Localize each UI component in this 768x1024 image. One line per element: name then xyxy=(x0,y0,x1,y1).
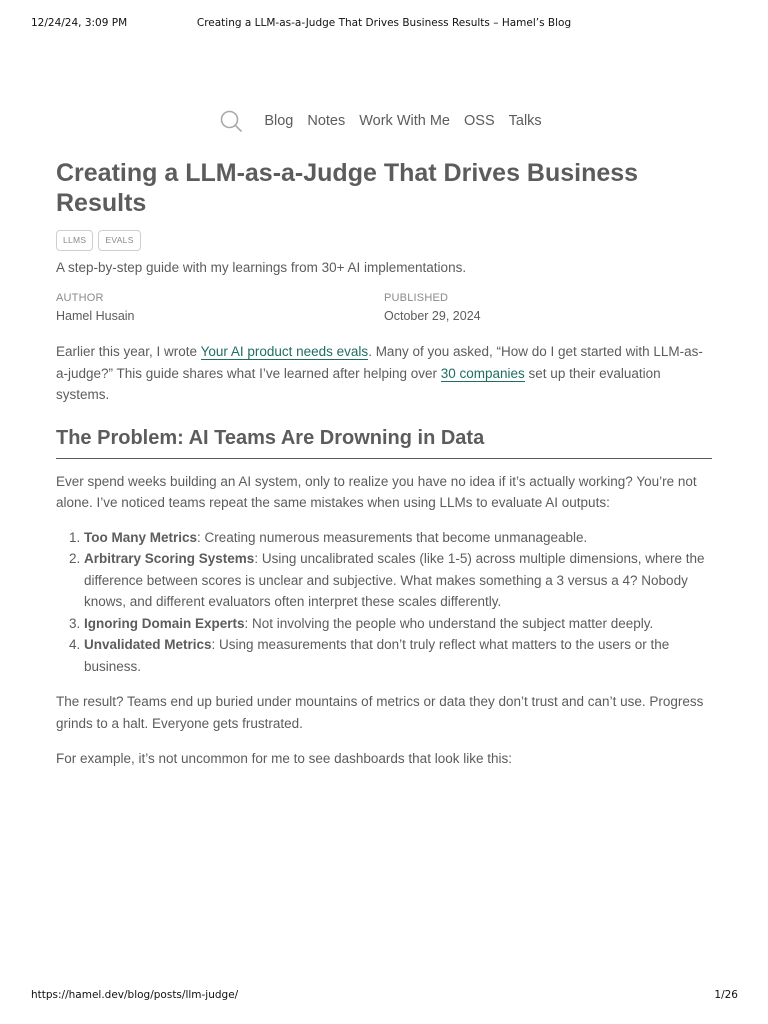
post-subtitle: A step-by-step guide with my learnings from 30+ AI implementations. xyxy=(56,260,467,275)
nav-oss[interactable]: OSS xyxy=(464,113,495,129)
print-url: https://hamel.dev/blog/posts/llm-judge/ xyxy=(31,989,239,1001)
nav-work-with-me[interactable]: Work With Me xyxy=(359,113,451,129)
list-item-title: Ignoring Domain Experts xyxy=(84,615,245,631)
list-item-text: : Not involving the people who understand the subject matter deeply. xyxy=(244,615,654,631)
mistakes-list xyxy=(56,527,712,678)
top-nav xyxy=(0,109,768,133)
published-label: PUBLISHED xyxy=(384,292,449,304)
print-footer xyxy=(0,989,768,1005)
print-header xyxy=(0,17,768,33)
list-item-text: : Using uncalibrated scales (like 1-5) across multiple dimensions, where the difference between scores is unclear and subjective. What makes something a 3 versus a 4? Nobody knows, and different evaluators often interpret these scales differently. xyxy=(84,551,705,609)
author-block xyxy=(56,291,384,324)
list-item-title: Too Many Metrics xyxy=(84,529,198,545)
section-heading: The Problem: AI Teams Are Drowning in Data xyxy=(56,424,712,459)
link-your-ai-product-needs-evals[interactable]: Your AI product needs evals xyxy=(200,344,369,359)
search-icon[interactable] xyxy=(219,109,243,133)
author-name: Hamel Husain xyxy=(56,309,135,323)
print-datetime: 12/24/24, 3:09 PM xyxy=(31,17,128,29)
post-content xyxy=(56,158,712,770)
intro-text-2: . Many of you asked, “How do I get started with LLM-as-a-judge?” This guide shares what I’ve learned after helping over xyxy=(56,344,703,381)
tag-list xyxy=(56,230,712,251)
print-page-number: 1/26 xyxy=(714,989,738,1001)
intro-paragraph xyxy=(56,341,712,406)
author-label: AUTHOR xyxy=(56,292,104,304)
link-30-companies[interactable]: 30 companies xyxy=(440,365,525,381)
list-item-title: Arbitrary Scoring Systems xyxy=(84,551,255,566)
published-block xyxy=(384,291,712,324)
list-item-text: : Creating numerous measurements that become unmanageable. xyxy=(197,529,588,545)
post-title: Creating a LLM-as-a-Judge That Drives Business Results xyxy=(56,159,639,217)
post-meta xyxy=(56,291,712,324)
nav-talks[interactable]: Talks xyxy=(508,113,542,129)
example-paragraph: For example, it’s not uncommon for me to see dashboards that look like this: xyxy=(56,751,512,766)
intro-text-3: set up their evaluation systems. xyxy=(56,365,661,402)
tag-llms[interactable]: LLMS xyxy=(56,230,93,251)
list-item xyxy=(84,613,712,635)
intro-text-1: Earlier this year, I wrote xyxy=(56,344,201,359)
list-item-text: : Using measurements that don’t truly reflect what matters to the users or the business. xyxy=(84,637,670,674)
list-item-title: Unvalidated Metrics xyxy=(84,637,212,652)
tag-evals[interactable]: EVALS xyxy=(98,230,140,251)
published-date: October 29, 2024 xyxy=(384,309,481,323)
nav-blog[interactable]: Blog xyxy=(264,113,294,129)
result-paragraph: The result? Teams end up buried under mountains of metrics or data they don’t trust and can’t use. Progress grinds to a halt. Everyone gets frustrated. xyxy=(56,694,704,731)
list-item xyxy=(84,634,712,677)
nav-notes[interactable]: Notes xyxy=(307,113,346,129)
print-page-title: Creating a LLM-as-a-Judge That Drives Business Results – Hamel’s Blog xyxy=(196,17,572,29)
list-item xyxy=(84,548,712,613)
problem-paragraph: Ever spend weeks building an AI system, only to realize you have no idea if it’s actually working? You’re not alone. I’ve noticed teams repeat the same mistakes when using LLMs to evaluate AI outputs: xyxy=(56,473,697,510)
list-item xyxy=(84,527,712,549)
